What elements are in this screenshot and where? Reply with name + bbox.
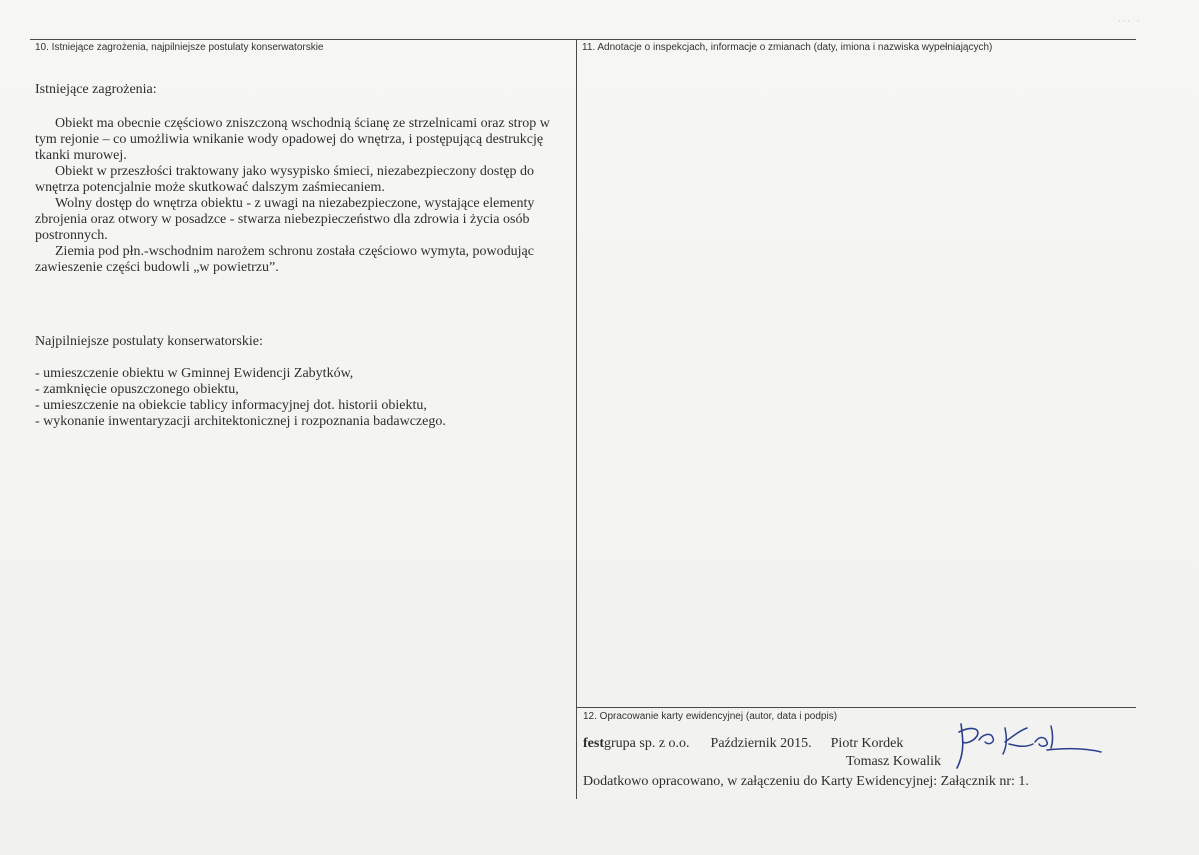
author-line xyxy=(583,736,903,752)
company-name: grupa sp. z o.o. xyxy=(604,736,690,751)
postulate-item: - umieszczenie obiektu w Gminnej Ewidencji Zabytków, xyxy=(35,366,354,381)
section-11-label: 11. Adnotacje o inspekcjach, informacje o zmianach (daty, imiona i nazwiska wypełniających) xyxy=(582,42,993,53)
additional-info: Dodatkowo opracowano, w załączeniu do Karty Ewidencyjnej: Załącznik nr: 1. xyxy=(583,774,1029,789)
postulate-item: - wykonanie inwentaryzacji architektonicznej i rozpoznania badawczego. xyxy=(35,414,446,429)
center-divider xyxy=(576,39,577,799)
section-12-label: 12. Opracowanie karty ewidencyjnej (autor, data i podpis) xyxy=(583,711,838,722)
threat-paragraph: Obiekt w przeszłości traktowany jako wysypisko śmieci, niezabezpieczony dostęp do wnętrza potencjalnie może skutkować dalszym zaśmiecaniem. xyxy=(35,164,534,195)
postulate-item: - zamknięcie opuszczonego obiektu, xyxy=(35,382,239,397)
postulate-item: - umieszczenie na obiekcie tablicy informacyjnej dot. historii obiektu, xyxy=(35,398,427,413)
author-1: Piotr Kordek xyxy=(830,736,904,751)
signature-image xyxy=(935,718,1105,778)
section-10-label: 10. Istniejące zagrożenia, najpilniejsze postulaty konserwatorskie xyxy=(35,42,324,53)
top-rule xyxy=(30,39,1136,40)
postulates-heading: Najpilniejsze postulaty konserwatorskie: xyxy=(35,334,263,349)
threat-paragraph: Wolny dostęp do wnętrza obiektu - z uwagi na niezabezpieczone, wystające elementy zbrojenia oraz otwory w posadzce - stwarza niebezpieczeństwo dla zdrowia i życia osób postronnych. xyxy=(35,196,535,243)
section-10-content xyxy=(35,82,565,430)
threats-heading: Istniejące zagrożenia: xyxy=(35,82,157,97)
date: Październik 2015. xyxy=(710,736,812,751)
postulates-list xyxy=(35,366,565,430)
section-12-rule xyxy=(576,707,1136,708)
threat-paragraph: Obiekt ma obecnie częściowo zniszczoną wschodnią ścianę ze strzelnicami oraz strop w tym rejonie – co umożliwia wnikanie wody opadowej do wnętrza, i postępującą destrukcję tkanki murowej. xyxy=(35,116,550,163)
author-2-line xyxy=(846,754,941,770)
threat-paragraph: Ziemia pod płn.-wschodnim narożem schronu została częściowo wymyta, powodując zawieszenie części budowli „w powietrzu”. xyxy=(35,244,534,275)
company-logo-bold: fest xyxy=(583,736,604,751)
author-2: Tomasz Kowalik xyxy=(846,754,942,769)
scan-artifact: ·∙· · xyxy=(1118,16,1142,26)
